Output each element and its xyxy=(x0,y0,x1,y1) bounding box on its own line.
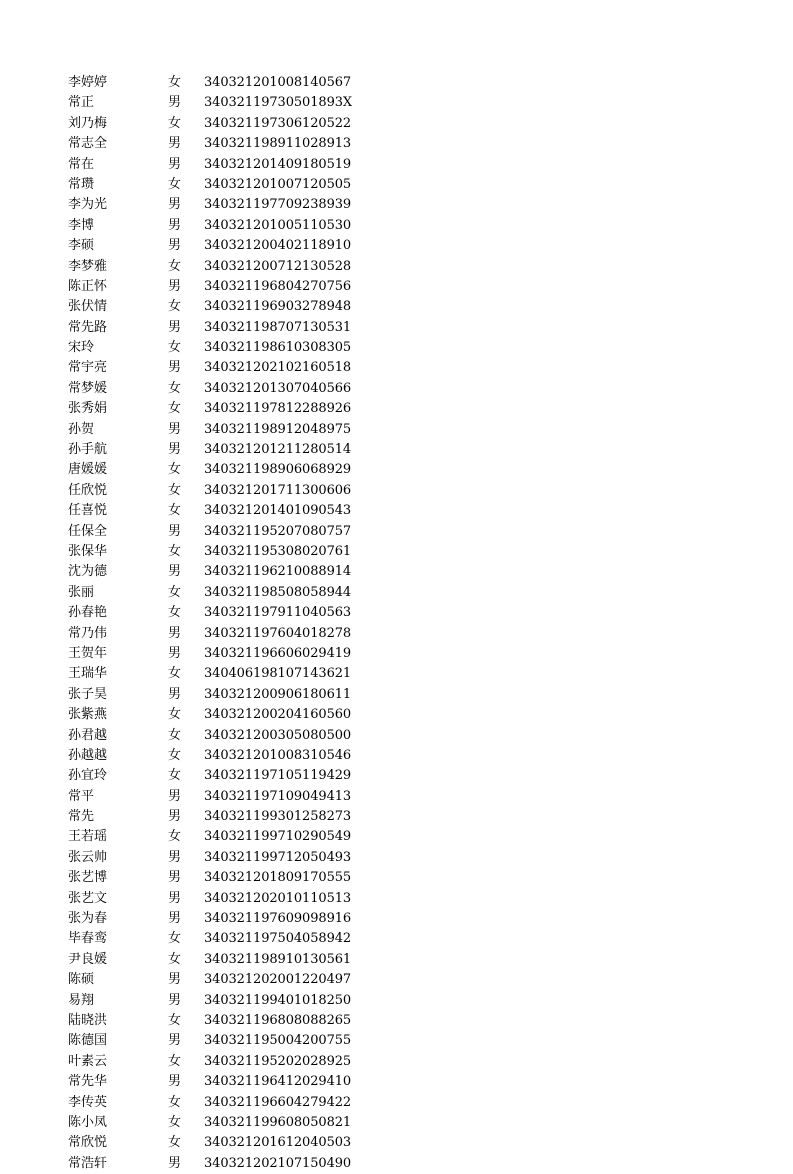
name-cell: 常乃伟 xyxy=(68,625,108,641)
id-number-cell: 340321199710290549 xyxy=(204,829,352,845)
name-cell: 张保华 xyxy=(68,543,108,559)
name-cell: 宋玲 xyxy=(68,340,95,356)
id-number-cell: 340321195202028925 xyxy=(204,1053,352,1069)
name-cell: 叶素云 xyxy=(68,1053,108,1069)
sex-cell: 男 xyxy=(168,849,182,865)
id-number-cell: 340321201007120505 xyxy=(204,176,352,192)
id-number-cell: 340321201409180519 xyxy=(204,156,352,172)
sex-cell: 男 xyxy=(168,972,182,988)
id-number-cell: 340321202001220497 xyxy=(204,972,352,988)
roster-table xyxy=(0,73,793,1174)
table-row xyxy=(0,481,793,501)
table-row xyxy=(0,155,793,175)
table-row xyxy=(0,236,793,256)
sex-cell: 男 xyxy=(168,809,182,825)
id-number-cell: 340321202010110513 xyxy=(204,890,352,906)
id-number-cell: 340321201809170555 xyxy=(204,870,352,886)
id-number-cell: 340406198107143621 xyxy=(204,666,352,682)
table-row xyxy=(0,420,793,440)
table-row xyxy=(0,460,793,480)
name-cell: 陈德国 xyxy=(68,1033,108,1049)
table-row xyxy=(0,93,793,113)
table-row xyxy=(0,929,793,949)
name-cell: 陈正怀 xyxy=(68,278,108,294)
table-row xyxy=(0,399,793,419)
id-number-cell: 340321197504058942 xyxy=(204,931,352,947)
name-cell: 常宇亮 xyxy=(68,360,108,376)
name-cell: 常先 xyxy=(68,809,95,825)
name-cell: 张伏情 xyxy=(68,299,108,315)
name-cell: 常瓒 xyxy=(68,176,95,192)
name-cell: 孙越越 xyxy=(68,747,108,763)
sex-cell: 男 xyxy=(168,523,182,539)
table-row xyxy=(0,726,793,746)
table-row xyxy=(0,1031,793,1051)
id-number-cell: 340321199712050493 xyxy=(204,849,352,865)
id-number-cell: 340321199301258273 xyxy=(204,809,352,825)
id-number-cell: 340321198906068929 xyxy=(204,462,352,478)
table-row xyxy=(0,195,793,215)
id-number-cell: 340321202107150490 xyxy=(204,1155,352,1171)
id-number-cell: 340321198707130531 xyxy=(204,319,352,335)
sex-cell: 女 xyxy=(168,707,182,723)
name-cell: 王瑞华 xyxy=(68,666,108,682)
sex-cell: 男 xyxy=(168,1074,182,1090)
sex-cell: 女 xyxy=(168,482,182,498)
name-cell: 常志全 xyxy=(68,136,108,152)
sex-cell: 男 xyxy=(168,870,182,886)
table-row xyxy=(0,134,793,154)
id-number-cell: 340321199608050821 xyxy=(204,1114,352,1130)
id-number-cell: 340321197709238939 xyxy=(204,197,352,213)
id-number-cell: 340321196604279422 xyxy=(204,1094,352,1110)
name-cell: 陈硕 xyxy=(68,972,95,988)
name-cell: 常先华 xyxy=(68,1074,108,1090)
table-row xyxy=(0,583,793,603)
sex-cell: 男 xyxy=(168,564,182,580)
name-cell: 易翔 xyxy=(68,992,95,1008)
sex-cell: 女 xyxy=(168,747,182,763)
sex-cell: 女 xyxy=(168,503,182,519)
id-number-cell: 340321199401018250 xyxy=(204,992,352,1008)
sex-cell: 女 xyxy=(168,931,182,947)
name-cell: 孙手航 xyxy=(68,442,108,458)
id-number-cell: 340321201401090543 xyxy=(204,503,352,519)
id-number-cell: 340321198912048975 xyxy=(204,421,352,437)
table-row xyxy=(0,440,793,460)
name-cell: 常欣悦 xyxy=(68,1135,108,1151)
table-row xyxy=(0,685,793,705)
id-number-cell: 340321195004200755 xyxy=(204,1033,352,1049)
sex-cell: 男 xyxy=(168,788,182,804)
sex-cell: 女 xyxy=(168,1135,182,1151)
table-row xyxy=(0,379,793,399)
id-number-cell: 340321197105119429 xyxy=(204,768,352,784)
name-cell: 刘乃梅 xyxy=(68,115,108,131)
name-cell: 孙贺 xyxy=(68,421,95,437)
table-row xyxy=(0,216,793,236)
sex-cell: 女 xyxy=(168,951,182,967)
sex-cell: 女 xyxy=(168,605,182,621)
table-row xyxy=(0,562,793,582)
name-cell: 李传英 xyxy=(68,1094,108,1110)
name-cell: 李婷婷 xyxy=(68,75,108,90)
table-row xyxy=(0,624,793,644)
table-row xyxy=(0,807,793,827)
sex-cell: 男 xyxy=(168,442,182,458)
table-row xyxy=(0,766,793,786)
table-row xyxy=(0,889,793,909)
id-number-cell: 340321197306120522 xyxy=(204,115,352,131)
id-number-cell: 340321196412029410 xyxy=(204,1074,352,1090)
id-number-cell: 340321200204160560 xyxy=(204,707,352,723)
table-row xyxy=(0,297,793,317)
sex-cell: 男 xyxy=(168,197,182,213)
name-cell: 张艺文 xyxy=(68,890,108,906)
table-row xyxy=(0,542,793,562)
table-row xyxy=(0,1072,793,1092)
id-number-cell: 340321198508058944 xyxy=(204,584,352,600)
sex-cell: 男 xyxy=(168,686,182,702)
name-cell: 孙春艳 xyxy=(68,605,108,621)
id-number-cell: 340321202102160518 xyxy=(204,360,352,376)
sex-cell: 男 xyxy=(168,360,182,376)
sex-cell: 男 xyxy=(168,1033,182,1049)
name-cell: 张云帅 xyxy=(68,849,108,865)
id-number-cell: 340321196210088914 xyxy=(204,564,352,580)
table-row xyxy=(0,1113,793,1133)
name-cell: 陈小凤 xyxy=(68,1114,108,1130)
id-number-cell: 340321200305080500 xyxy=(204,727,352,743)
sex-cell: 女 xyxy=(168,258,182,274)
table-row xyxy=(0,277,793,297)
sex-cell: 女 xyxy=(168,299,182,315)
table-row xyxy=(0,644,793,664)
sex-cell: 男 xyxy=(168,911,182,927)
sex-cell: 男 xyxy=(168,238,182,254)
name-cell: 李硕 xyxy=(68,238,95,254)
sex-cell: 女 xyxy=(168,768,182,784)
sex-cell: 女 xyxy=(168,1012,182,1028)
sex-cell: 女 xyxy=(168,1114,182,1130)
sex-cell: 女 xyxy=(168,543,182,559)
name-cell: 王贺年 xyxy=(68,645,108,661)
table-row xyxy=(0,746,793,766)
id-number-cell: 340321200712130528 xyxy=(204,258,352,274)
table-row xyxy=(0,1133,793,1153)
id-number-cell: 340321197911040563 xyxy=(204,605,352,621)
name-cell: 张紫燕 xyxy=(68,707,108,723)
id-number-cell: 340321197609098916 xyxy=(204,911,352,927)
name-cell: 任欣悦 xyxy=(68,482,108,498)
name-cell: 任保全 xyxy=(68,523,108,539)
id-number-cell: 340321201008310546 xyxy=(204,747,352,763)
sex-cell: 男 xyxy=(168,156,182,172)
table-row xyxy=(0,1154,793,1174)
table-row xyxy=(0,1093,793,1113)
id-number-cell: 340321196606029419 xyxy=(204,645,352,661)
sex-cell: 男 xyxy=(168,136,182,152)
sex-cell: 男 xyxy=(168,319,182,335)
table-row xyxy=(0,175,793,195)
name-cell: 张子昊 xyxy=(68,686,108,702)
table-row xyxy=(0,664,793,684)
name-cell: 张秀娟 xyxy=(68,401,108,417)
id-number-cell: 340321196808088265 xyxy=(204,1012,352,1028)
name-cell: 李梦雅 xyxy=(68,258,108,274)
id-number-cell: 340321196804270756 xyxy=(204,278,352,294)
name-cell: 孙宜玲 xyxy=(68,768,108,784)
sex-cell: 女 xyxy=(168,462,182,478)
name-cell: 唐媛媛 xyxy=(68,462,108,478)
sex-cell: 女 xyxy=(168,380,182,396)
sex-cell: 女 xyxy=(168,401,182,417)
name-cell: 李博 xyxy=(68,217,95,233)
sex-cell: 男 xyxy=(168,95,182,111)
id-number-cell: 340321195207080757 xyxy=(204,523,352,539)
name-cell: 常在 xyxy=(68,156,95,172)
table-row xyxy=(0,358,793,378)
table-row xyxy=(0,705,793,725)
id-number-cell: 340321201307040566 xyxy=(204,380,352,396)
id-number-cell: 340321197812288926 xyxy=(204,401,352,417)
id-number-cell: 340321201211280514 xyxy=(204,442,352,458)
name-cell: 尹良媛 xyxy=(68,951,108,967)
table-row xyxy=(0,338,793,358)
name-cell: 常浩轩 xyxy=(68,1155,108,1171)
name-cell: 李为光 xyxy=(68,197,108,213)
sex-cell: 男 xyxy=(168,217,182,233)
sex-cell: 女 xyxy=(168,340,182,356)
id-number-cell: 340321195308020761 xyxy=(204,543,352,559)
table-row xyxy=(0,827,793,847)
name-cell: 常正 xyxy=(68,95,95,111)
table-row xyxy=(0,787,793,807)
table-row xyxy=(0,909,793,929)
sex-cell: 男 xyxy=(168,278,182,294)
id-number-cell: 340321197109049413 xyxy=(204,788,352,804)
sex-cell: 男 xyxy=(168,421,182,437)
table-row xyxy=(0,501,793,521)
table-row xyxy=(0,848,793,868)
name-cell: 毕春鸾 xyxy=(68,931,108,947)
name-cell: 张为春 xyxy=(68,911,108,927)
sex-cell: 女 xyxy=(168,1094,182,1110)
sex-cell: 女 xyxy=(168,1053,182,1069)
table-row xyxy=(0,257,793,277)
table-row xyxy=(0,1011,793,1031)
name-cell: 任喜悦 xyxy=(68,503,108,519)
sex-cell: 男 xyxy=(168,645,182,661)
name-cell: 陆晓洪 xyxy=(68,1012,108,1028)
sex-cell: 女 xyxy=(168,115,182,131)
name-cell: 常梦媛 xyxy=(68,380,108,396)
name-cell: 常先路 xyxy=(68,319,108,335)
id-number-cell: 340321201711300606 xyxy=(204,482,352,498)
name-cell: 常平 xyxy=(68,788,95,804)
id-number-cell: 340321201005110530 xyxy=(204,217,352,233)
id-number-cell: 34032119730501893X xyxy=(204,95,353,111)
id-number-cell: 340321198610308305 xyxy=(204,340,352,356)
sex-cell: 女 xyxy=(168,666,182,682)
table-row xyxy=(0,970,793,990)
sex-cell: 男 xyxy=(168,890,182,906)
id-number-cell: 340321201008140567 xyxy=(204,75,352,90)
table-row xyxy=(0,603,793,623)
table-row xyxy=(0,1052,793,1072)
sex-cell: 女 xyxy=(168,75,182,90)
sex-cell: 女 xyxy=(168,584,182,600)
sex-cell: 女 xyxy=(168,727,182,743)
id-number-cell: 340321200402118910 xyxy=(204,238,352,254)
id-number-cell: 340321198910130561 xyxy=(204,951,352,967)
name-cell: 孙君越 xyxy=(68,727,108,743)
table-row xyxy=(0,868,793,888)
table-row xyxy=(0,318,793,338)
table-row xyxy=(0,522,793,542)
sex-cell: 男 xyxy=(168,992,182,1008)
name-cell: 沈为德 xyxy=(68,564,108,580)
sex-cell: 女 xyxy=(168,176,182,192)
name-cell: 张丽 xyxy=(68,584,95,600)
sex-cell: 女 xyxy=(168,829,182,845)
name-cell: 张艺博 xyxy=(68,870,108,886)
table-row xyxy=(0,114,793,134)
id-number-cell: 340321200906180611 xyxy=(204,686,352,702)
table-row xyxy=(0,950,793,970)
sex-cell: 男 xyxy=(168,1155,182,1171)
id-number-cell: 340321198911028913 xyxy=(204,136,352,152)
table-row xyxy=(0,73,793,93)
id-number-cell: 340321201612040503 xyxy=(204,1135,352,1151)
id-number-cell: 340321196903278948 xyxy=(204,299,352,315)
sex-cell: 男 xyxy=(168,625,182,641)
name-cell: 王若瑶 xyxy=(68,829,108,845)
table-row xyxy=(0,991,793,1011)
id-number-cell: 340321197604018278 xyxy=(204,625,352,641)
